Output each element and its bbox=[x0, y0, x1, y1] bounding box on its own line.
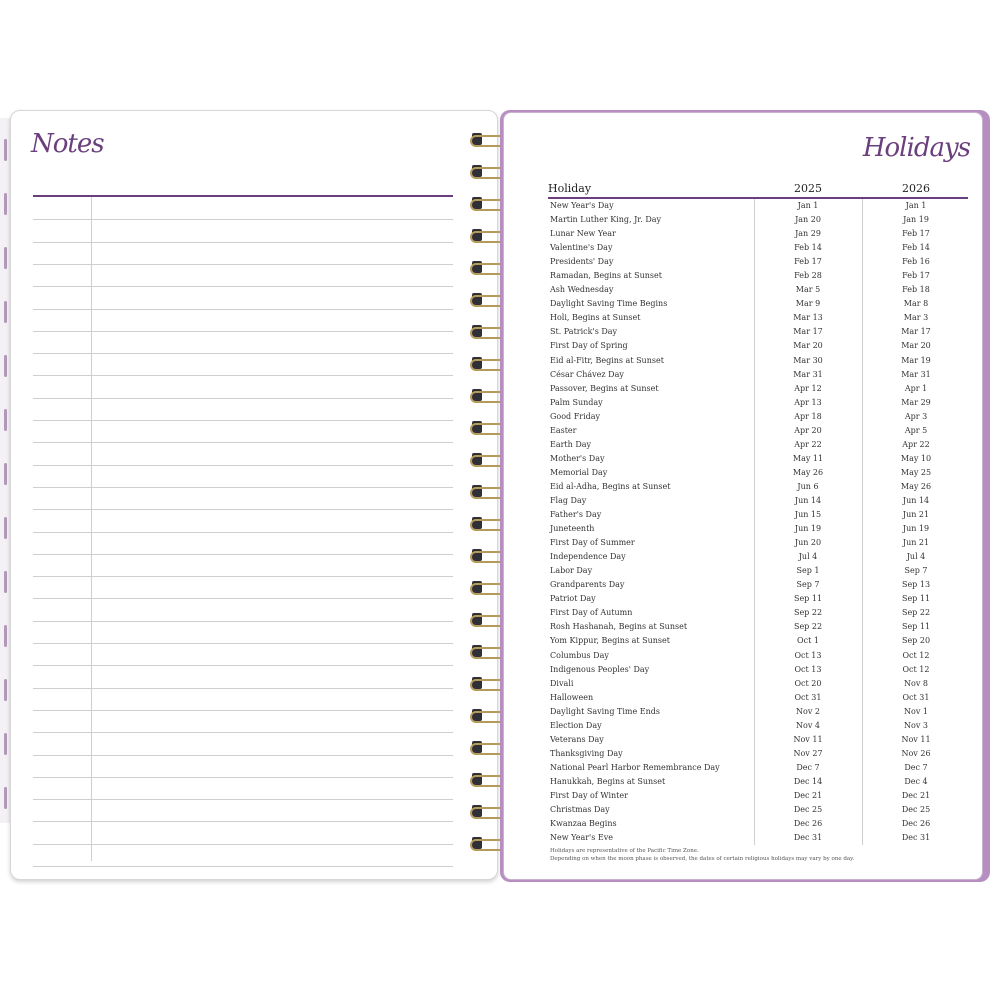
date-2026: Sep 11 bbox=[901, 622, 931, 632]
date-2026: Mar 3 bbox=[903, 313, 929, 323]
table-row bbox=[548, 255, 970, 269]
date-2025: Sep 11 bbox=[793, 594, 823, 604]
table-row bbox=[548, 733, 970, 747]
date-2025: Jun 14 bbox=[794, 495, 822, 505]
holidays-page bbox=[503, 112, 983, 880]
table-row bbox=[548, 297, 970, 311]
notes-lines[interactable] bbox=[33, 197, 453, 861]
notes-line bbox=[33, 710, 453, 711]
date-2026: Dec 26 bbox=[901, 819, 931, 829]
column-header-2025: 2025 bbox=[794, 182, 822, 195]
date-2025: Apr 12 bbox=[794, 383, 822, 393]
table-row bbox=[548, 705, 970, 719]
date-2025: Mar 31 bbox=[793, 369, 823, 379]
table-row bbox=[548, 466, 970, 480]
date-2025: Sep 1 bbox=[796, 566, 820, 576]
table-row bbox=[548, 606, 970, 620]
notes-line bbox=[33, 353, 453, 354]
date-2025: Jun 20 bbox=[794, 538, 822, 548]
notes-line bbox=[33, 487, 453, 488]
date-2026: Feb 18 bbox=[902, 285, 930, 295]
date-2025: Oct 13 bbox=[794, 664, 822, 674]
date-2026: Feb 16 bbox=[902, 257, 930, 267]
notes-line bbox=[33, 554, 453, 555]
notes-line bbox=[33, 866, 453, 867]
date-2026: Dec 4 bbox=[904, 776, 928, 786]
date-2025: May 11 bbox=[792, 453, 824, 463]
column-header-holiday: Holiday bbox=[548, 182, 592, 195]
notes-line bbox=[33, 442, 453, 443]
date-2025: Nov 11 bbox=[793, 734, 823, 744]
date-2026: Jan 19 bbox=[903, 215, 929, 225]
date-2026: Jul 4 bbox=[906, 552, 926, 562]
date-2026: Mar 17 bbox=[901, 327, 931, 337]
table-row bbox=[548, 831, 970, 845]
holiday-name: Kwanzaa Begins bbox=[550, 819, 617, 829]
holiday-name: Holi, Begins at Sunset bbox=[550, 313, 641, 323]
column-divider bbox=[754, 199, 755, 845]
holiday-name: Palm Sunday bbox=[550, 397, 603, 407]
holiday-name: Mother's Day bbox=[550, 453, 605, 463]
holiday-name: Grandparents Day bbox=[550, 580, 625, 590]
date-2026: Nov 8 bbox=[904, 678, 928, 688]
date-2025: Mar 20 bbox=[793, 341, 823, 351]
date-2026: Nov 11 bbox=[901, 734, 931, 744]
table-row bbox=[548, 578, 970, 592]
notes-line bbox=[33, 331, 453, 332]
date-2026: May 25 bbox=[900, 467, 932, 477]
date-2025: May 26 bbox=[792, 467, 824, 477]
notes-line bbox=[33, 242, 453, 243]
holiday-name: First Day of Summer bbox=[550, 538, 635, 548]
table-row bbox=[548, 564, 970, 578]
holiday-name: National Pearl Harbor Remembrance Day bbox=[550, 762, 720, 772]
holiday-name: Lunar New Year bbox=[550, 229, 616, 239]
notes-line bbox=[33, 688, 453, 689]
date-2026: Jun 21 bbox=[902, 510, 930, 520]
date-2025: Dec 31 bbox=[793, 833, 823, 843]
date-2026: Nov 3 bbox=[904, 720, 928, 730]
date-2025: Jun 6 bbox=[797, 481, 819, 491]
table-row bbox=[548, 817, 970, 831]
holiday-name: Good Friday bbox=[550, 411, 601, 421]
notes-line bbox=[33, 598, 453, 599]
holiday-name: Valentine's Day bbox=[550, 243, 613, 253]
holiday-name: Patriot Day bbox=[550, 594, 596, 604]
holiday-name: Divali bbox=[550, 678, 574, 688]
date-2025: Feb 14 bbox=[794, 243, 822, 253]
notes-line bbox=[33, 509, 453, 510]
date-2026: Nov 1 bbox=[904, 706, 928, 716]
holiday-name: Independence Day bbox=[550, 552, 626, 562]
date-2026: Oct 12 bbox=[902, 664, 930, 674]
date-2026: Mar 19 bbox=[901, 355, 931, 365]
holiday-name: Eid al-Adha, Begins at Sunset bbox=[550, 481, 671, 491]
notes-line bbox=[33, 821, 453, 822]
date-2025: Nov 2 bbox=[796, 706, 820, 716]
holiday-name: Martin Luther King, Jr. Day bbox=[550, 215, 662, 225]
notes-line bbox=[33, 576, 453, 577]
table-row bbox=[548, 410, 970, 424]
holidays-table bbox=[548, 177, 970, 863]
date-2026: Mar 20 bbox=[901, 341, 931, 351]
date-2025: Apr 13 bbox=[794, 397, 822, 407]
date-2026: Sep 11 bbox=[901, 594, 931, 604]
date-2026: Jun 21 bbox=[902, 538, 930, 548]
table-row bbox=[548, 691, 970, 705]
table-row bbox=[548, 368, 970, 382]
holiday-name: Thanksgiving Day bbox=[550, 748, 623, 758]
holiday-name: Easter bbox=[550, 425, 577, 435]
table-row bbox=[548, 269, 970, 283]
table-row bbox=[548, 339, 970, 353]
notes-line bbox=[33, 309, 453, 310]
holiday-name: Daylight Saving Time Begins bbox=[550, 299, 668, 309]
date-2025: Mar 5 bbox=[795, 285, 821, 295]
footnote bbox=[548, 847, 970, 863]
date-2026: Sep 22 bbox=[901, 608, 931, 618]
table-row bbox=[548, 480, 970, 494]
notes-line bbox=[33, 219, 453, 220]
holiday-name: Rosh Hashanah, Begins at Sunset bbox=[550, 622, 688, 632]
date-2025: Feb 28 bbox=[794, 271, 822, 281]
holiday-name: First Day of Winter bbox=[550, 790, 628, 800]
holiday-name: Eid al-Fitr, Begins at Sunset bbox=[550, 355, 664, 365]
holiday-name: Hanukkah, Begins at Sunset bbox=[550, 776, 666, 786]
holiday-name: New Year's Day bbox=[550, 201, 614, 210]
holiday-name: Presidents' Day bbox=[550, 257, 614, 267]
holiday-name: Juneteenth bbox=[550, 524, 595, 534]
date-2026: Oct 12 bbox=[902, 650, 930, 660]
table-row bbox=[548, 536, 970, 550]
date-2025: Dec 21 bbox=[793, 790, 823, 800]
notes-margin-line bbox=[91, 197, 92, 861]
date-2026: Feb 14 bbox=[902, 243, 930, 253]
table-row bbox=[548, 649, 970, 663]
holiday-name: First Day of Spring bbox=[550, 341, 628, 351]
table-row bbox=[548, 283, 970, 297]
table-row bbox=[548, 803, 970, 817]
notes-page bbox=[10, 110, 498, 880]
date-2026: Dec 21 bbox=[901, 790, 931, 800]
date-2025: Jan 20 bbox=[795, 215, 821, 225]
table-body bbox=[548, 199, 970, 845]
holidays-title: Holidays bbox=[862, 133, 970, 163]
date-2026: Sep 20 bbox=[901, 636, 931, 646]
date-2025: Oct 20 bbox=[794, 678, 822, 688]
table-row bbox=[548, 227, 970, 241]
date-2025: Oct 13 bbox=[794, 650, 822, 660]
date-2026: Sep 13 bbox=[901, 580, 931, 590]
notes-line bbox=[33, 732, 453, 733]
date-2026: Apr 3 bbox=[904, 411, 928, 421]
table-row bbox=[548, 719, 970, 733]
holiday-name: César Chávez Day bbox=[550, 369, 624, 379]
date-2026: Oct 31 bbox=[902, 692, 930, 702]
date-2025: Nov 27 bbox=[793, 748, 823, 758]
holiday-name: Election Day bbox=[550, 720, 602, 730]
date-2026: Sep 7 bbox=[904, 566, 928, 576]
column-header-2026: 2026 bbox=[902, 182, 930, 195]
notes-line bbox=[33, 398, 453, 399]
holiday-name: Daylight Saving Time Ends bbox=[550, 706, 660, 716]
table-row bbox=[548, 634, 970, 648]
date-2026: Feb 17 bbox=[902, 271, 930, 281]
holiday-name: Father's Day bbox=[550, 510, 602, 520]
column-divider bbox=[862, 199, 863, 845]
notes-line bbox=[33, 665, 453, 666]
notes-line bbox=[33, 286, 453, 287]
table-row bbox=[548, 494, 970, 508]
notes-line bbox=[33, 264, 453, 265]
date-2025: Jul 4 bbox=[798, 552, 818, 562]
holiday-name: Veterans Day bbox=[550, 734, 604, 744]
holiday-name: Labor Day bbox=[550, 566, 593, 576]
table-row bbox=[548, 592, 970, 606]
table-row bbox=[548, 382, 970, 396]
date-2025: Mar 9 bbox=[795, 299, 821, 309]
table-row bbox=[548, 354, 970, 368]
notes-line bbox=[33, 777, 453, 778]
holiday-name: Halloween bbox=[550, 692, 594, 702]
date-2025: Feb 17 bbox=[794, 257, 822, 267]
table-row bbox=[548, 452, 970, 466]
notes-line bbox=[33, 375, 453, 376]
date-2025: Oct 1 bbox=[797, 636, 819, 646]
date-2026: Apr 22 bbox=[902, 439, 930, 449]
holiday-name: Christmas Day bbox=[550, 805, 610, 815]
date-2026: Nov 26 bbox=[901, 748, 931, 758]
date-2025: Jun 15 bbox=[794, 510, 822, 520]
notes-line bbox=[33, 532, 453, 533]
date-2026: Feb 17 bbox=[902, 229, 930, 239]
date-2025: Apr 18 bbox=[794, 411, 822, 421]
table-row bbox=[548, 663, 970, 677]
holiday-name: Passover, Begins at Sunset bbox=[550, 383, 659, 393]
table-row bbox=[548, 241, 970, 255]
holiday-name: Memorial Day bbox=[550, 467, 608, 477]
table-row bbox=[548, 396, 970, 410]
holiday-name: Yom Kippur, Begins at Sunset bbox=[550, 636, 670, 646]
notes-line bbox=[33, 643, 453, 644]
holiday-name: Earth Day bbox=[550, 439, 592, 449]
table-header-row bbox=[548, 177, 970, 197]
date-2025: Oct 31 bbox=[794, 692, 822, 702]
date-2025: Jun 19 bbox=[794, 524, 822, 534]
date-2026: Mar 8 bbox=[903, 299, 929, 309]
notes-line bbox=[33, 465, 453, 466]
table-row bbox=[548, 761, 970, 775]
date-2026: Apr 1 bbox=[904, 383, 928, 393]
table-row bbox=[548, 213, 970, 227]
date-2026: Mar 31 bbox=[901, 369, 931, 379]
table-row bbox=[548, 199, 970, 213]
date-2025: Sep 22 bbox=[793, 608, 823, 618]
date-2025: Jan 1 bbox=[797, 201, 819, 210]
table-row bbox=[548, 620, 970, 634]
date-2025: Dec 7 bbox=[796, 762, 820, 772]
table-row bbox=[548, 775, 970, 789]
date-2026: Jun 14 bbox=[902, 495, 930, 505]
table-row bbox=[548, 311, 970, 325]
table-row bbox=[548, 550, 970, 564]
date-2026: Mar 29 bbox=[901, 397, 931, 407]
table-row bbox=[548, 424, 970, 438]
notes-line bbox=[33, 755, 453, 756]
date-2026: May 10 bbox=[900, 453, 932, 463]
holiday-name: New Year's Eve bbox=[550, 833, 613, 843]
date-2025: Jan 29 bbox=[795, 229, 821, 239]
holiday-name: Indigenous Peoples' Day bbox=[550, 664, 650, 674]
date-2025: Sep 7 bbox=[796, 580, 820, 590]
date-2026: Dec 31 bbox=[901, 833, 931, 843]
notes-title: Notes bbox=[31, 129, 104, 159]
holiday-name: St. Patrick's Day bbox=[550, 327, 618, 337]
notes-line bbox=[33, 799, 453, 800]
date-2026: Jan 1 bbox=[905, 201, 927, 210]
date-2025: Dec 26 bbox=[793, 819, 823, 829]
footnote-line: Depending on when the moon phase is observed, the dates of certain religious holidays may vary by one day. bbox=[550, 856, 855, 863]
table-row bbox=[548, 508, 970, 522]
date-2025: Nov 4 bbox=[796, 720, 820, 730]
footnote-line: Holidays are representative of the Pacific Time Zone. bbox=[550, 848, 699, 855]
date-2026: Dec 7 bbox=[904, 762, 928, 772]
date-2026: May 26 bbox=[900, 481, 932, 491]
holiday-name: First Day of Autumn bbox=[550, 608, 633, 618]
table-row bbox=[548, 325, 970, 339]
notes-line bbox=[33, 844, 453, 845]
holiday-name: Ash Wednesday bbox=[550, 285, 614, 295]
date-2026: Dec 25 bbox=[901, 805, 931, 815]
table-row bbox=[548, 789, 970, 803]
date-2025: Apr 20 bbox=[794, 425, 822, 435]
notes-line bbox=[33, 621, 453, 622]
date-2025: Dec 25 bbox=[793, 805, 823, 815]
date-2025: Sep 22 bbox=[793, 622, 823, 632]
notes-line bbox=[33, 420, 453, 421]
holiday-name: Flag Day bbox=[550, 495, 587, 505]
date-2025: Dec 14 bbox=[793, 776, 823, 786]
table-row bbox=[548, 522, 970, 536]
table-row bbox=[548, 747, 970, 761]
date-2026: Apr 5 bbox=[904, 425, 928, 435]
date-2025: Mar 30 bbox=[793, 355, 823, 365]
holiday-name: Ramadan, Begins at Sunset bbox=[550, 271, 662, 281]
date-2025: Mar 17 bbox=[793, 327, 823, 337]
table-row bbox=[548, 677, 970, 691]
date-2025: Mar 13 bbox=[793, 313, 823, 323]
date-2026: Jun 19 bbox=[902, 524, 930, 534]
date-2025: Apr 22 bbox=[794, 439, 822, 449]
holiday-name: Columbus Day bbox=[550, 650, 609, 660]
table-row bbox=[548, 438, 970, 452]
